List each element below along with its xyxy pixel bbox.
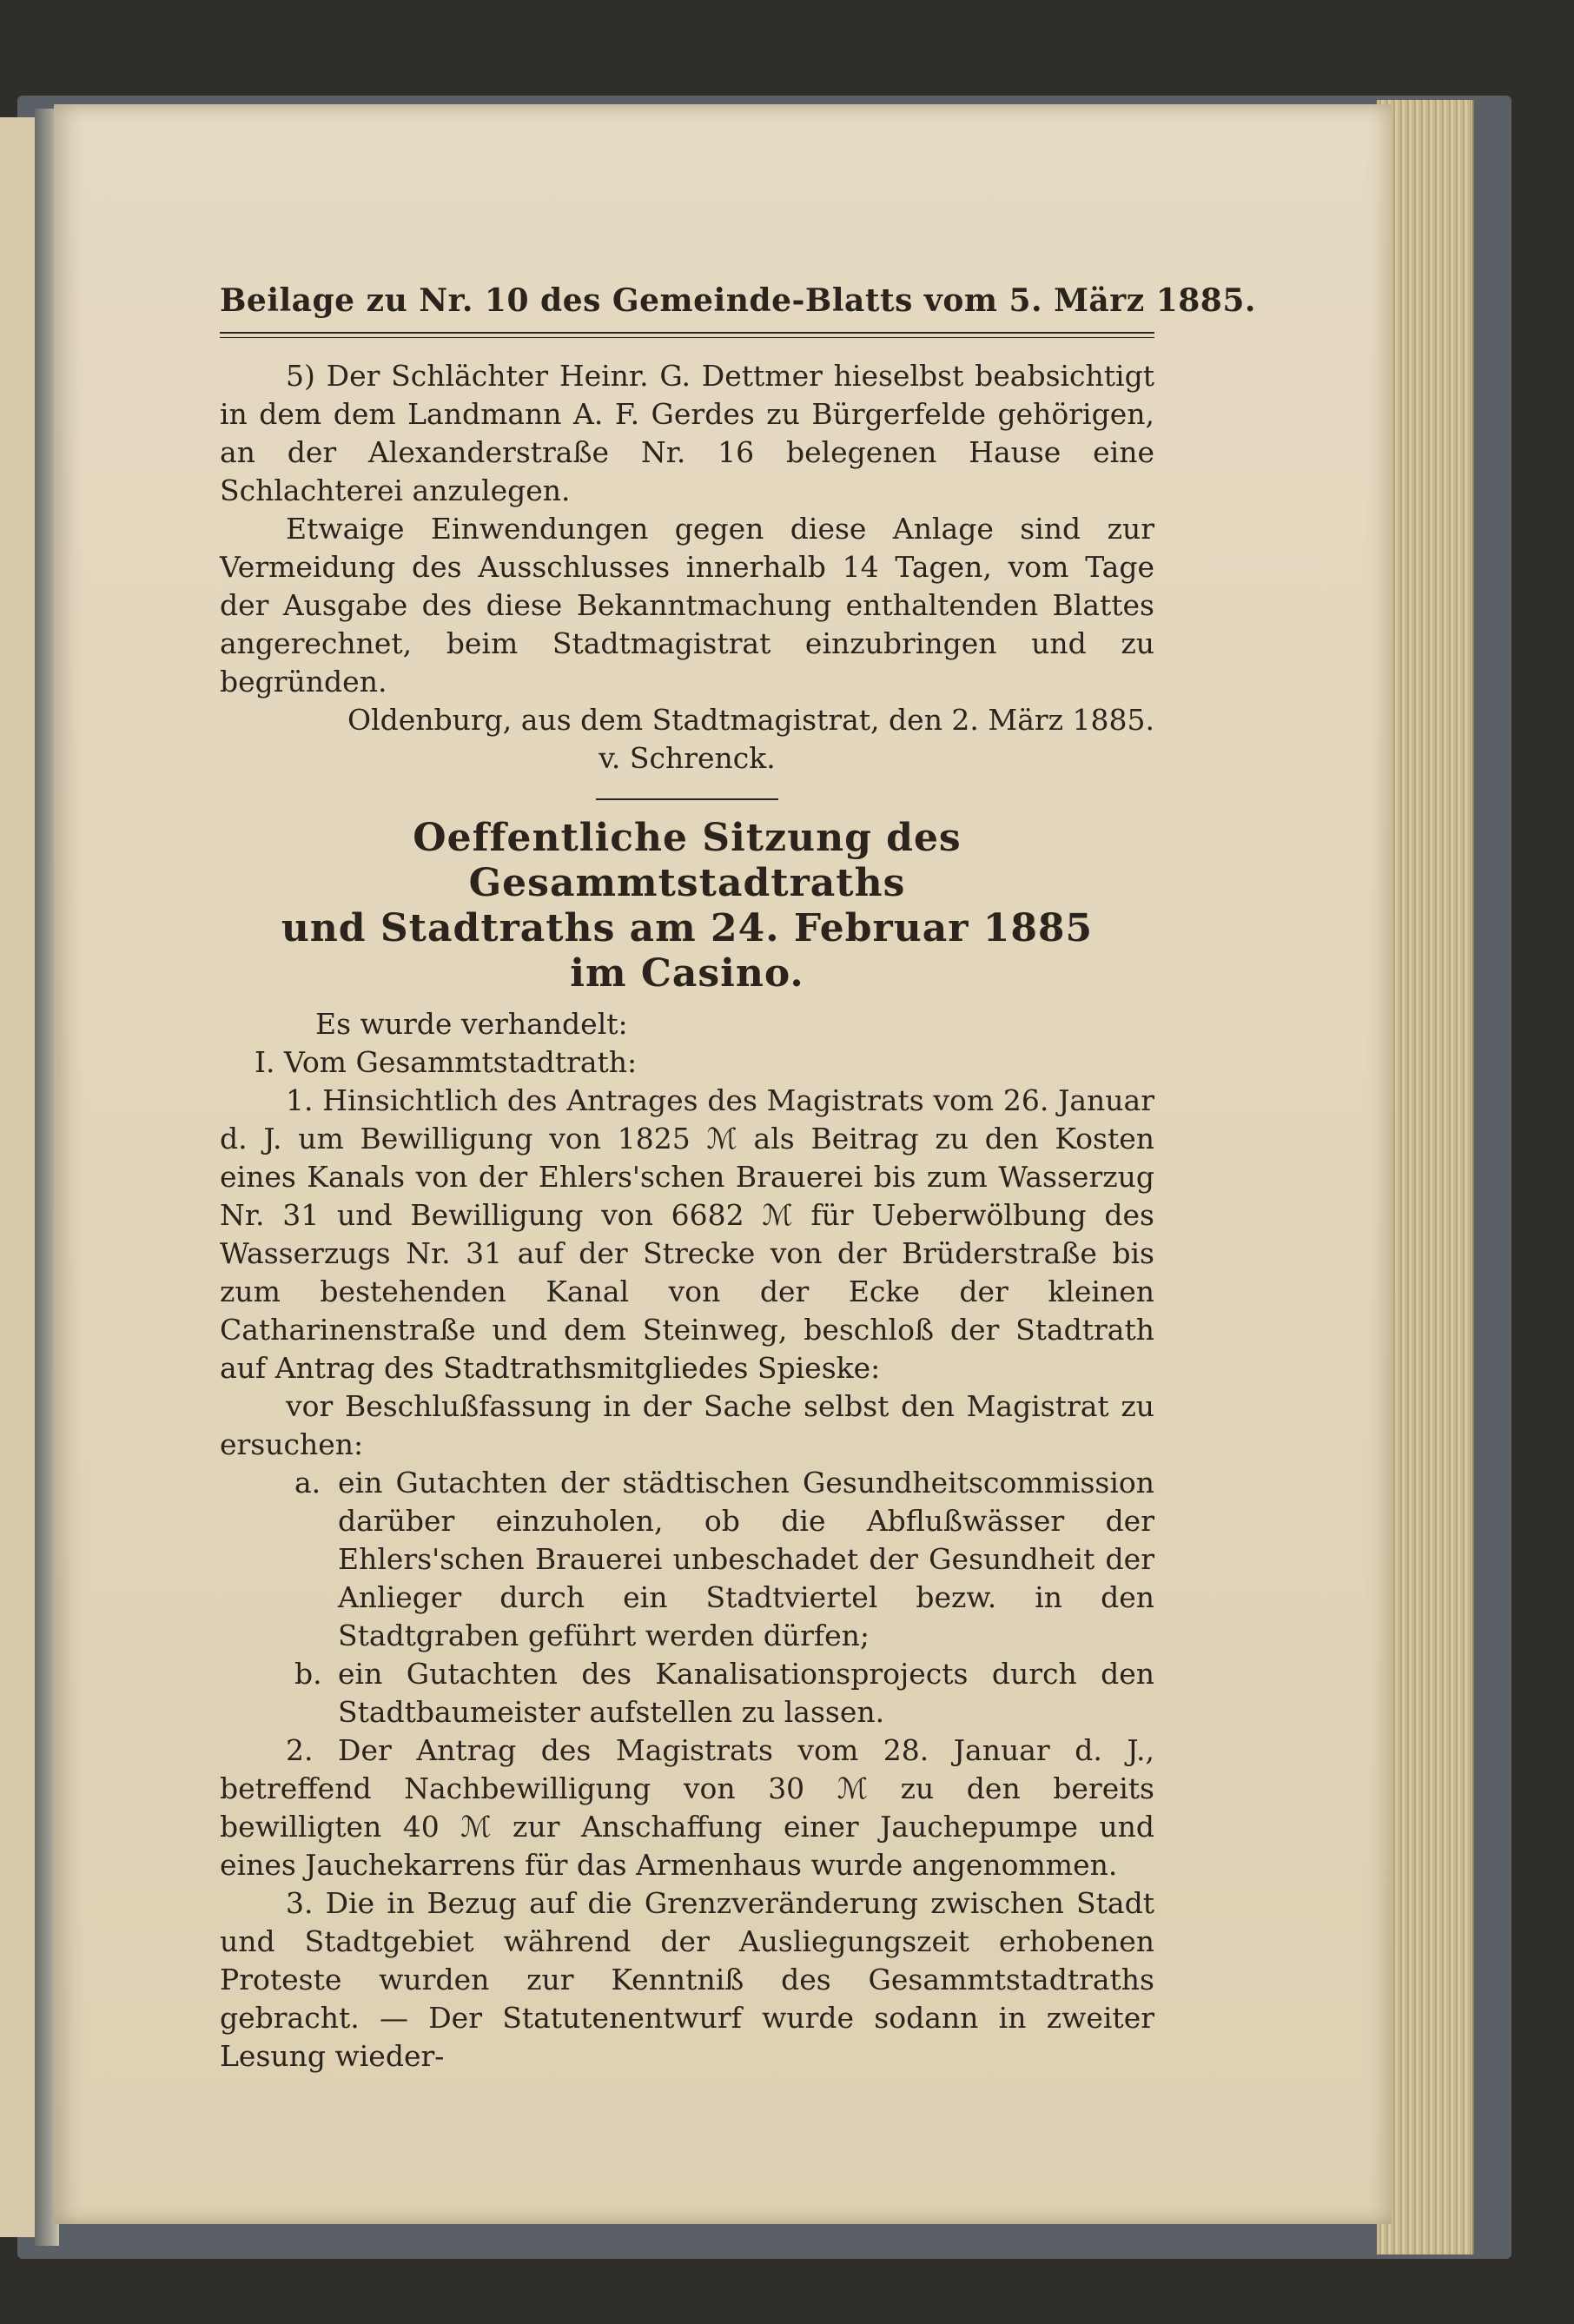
section-subheading: I. Vom Gesammtstadtrath:	[255, 1045, 638, 1079]
sub-item-a-label: a.	[294, 1466, 321, 1500]
notice-paragraph-1: 5) Der Schlächter Heinr. G. Dettmer hieselbst beabsichtigt in dem dem Landmann A. F. Gerdes zu Bürgerfelde gehörigen, an der Alexanderstraße Nr. 16 belegenen Hause eine Schlachterei anzulegen.	[220, 359, 1154, 507]
item-1: 1. Hinsichtlich des Antrages des Magistrats vom 26. Januar d. J. um Bewilligung von 1825 ℳ als Beitrag zu den Kosten eines Kanals von der Ehlers'schen Brauerei bis zum Wasserzug Nr. 31 und Bewilligung von 6682 ℳ für Ueberwölbung des Wasserzugs Nr. 31 auf der Strecke von der Brüderstraße bis zum bestehenden Kanal von der Ecke der kleinen Catharinenstraße und dem Steinweg, beschloß der Stadtrath auf Antrag des Stadtrathsmitgliedes Spieske:	[220, 1083, 1154, 1385]
item-2: 2. Der Antrag des Magistrats vom 28. Januar d. J., betreffend Nachbewilligung von 30 ℳ zu den bereits bewilligten 40 ℳ zur Anschaffung einer Jauchepumpe und eines Jauchekarrens für das Armenhaus wurde angenommen.	[220, 1733, 1154, 1882]
page-content	[220, 280, 1256, 2076]
section-title	[220, 816, 1154, 996]
sub-item-b-label: b.	[294, 1657, 322, 1691]
notice-place-date: Oldenburg, aus dem Stadtmagistrat, den 2. März 1885.	[347, 703, 1154, 737]
header-double-rule	[220, 332, 1154, 338]
section-title-line-1: Oeffentliche Sitzung des Gesammtstadtraths	[413, 816, 962, 905]
section-divider	[596, 798, 778, 800]
item-3: 3. Die in Bezug auf die Grenzveränderung zwischen Stadt und Stadtgebiet während der Ausliegungszeit erhobenen Proteste wurden zur Kenntniß des Gesammtstadtraths gebracht. — Der Statutenentwurf wurde sodann in zweiter Lesung wieder-	[220, 1886, 1154, 2073]
page-header: Beilage zu Nr. 10 des Gemeinde-Blatts vom 5. März 1885.	[220, 282, 1256, 319]
sub-item-a	[220, 1464, 1154, 1655]
notice-signature: v. Schrenck.	[599, 741, 776, 775]
sub-item-b	[220, 1655, 1154, 1731]
section-title-line-3: im Casino.	[570, 951, 804, 996]
item-1-continuation: vor Beschlußfassung in der Sache selbst den Magistrat zu ersuchen:	[220, 1389, 1154, 1461]
section-title-line-2: und Stadtraths am 24. Februar 1885	[281, 906, 1094, 950]
sub-item-a-text: ein Gutachten der städtischen Gesundheitscommission darüber einzuholen, ob die Abflußwässer der Ehlers'schen Brauerei unbeschadet der Gesundheit der Anlieger durch ein Stadtviertel bezw. in den Stadtgraben geführt werden dürfen;	[338, 1466, 1154, 1652]
section-intro: Es wurde verhandelt:	[315, 1007, 628, 1041]
notice-paragraph-2: Etwaige Einwendungen gegen diese Anlage sind zur Vermeidung des Ausschlusses innerhalb 14 Tagen, vom Tage der Ausgabe des diese Bekanntmachung enthaltenden Blattes angerechnet, beim Stadtmagistrat einzubringen und zu begründen.	[220, 512, 1154, 699]
sub-item-b-text: ein Gutachten des Kanalisationsprojects durch den Stadtbaumeister aufstellen zu lassen.	[338, 1657, 1154, 1729]
